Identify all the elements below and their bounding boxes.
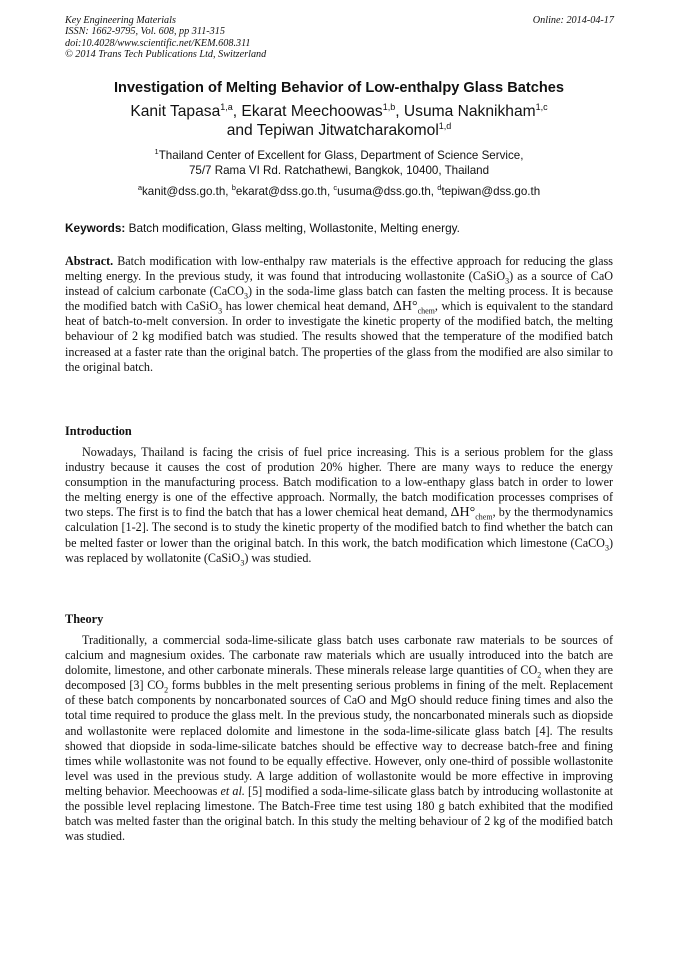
delta-h-symbol: ΔH° [450, 505, 476, 521]
theory-body: Traditionally, a commercial soda-lime-silicate glass batch uses carbonate raw materials to be sources of calcium and magnesium oxides. The carbonate raw materials which are usually introduced into the batch are dolomite, limestone, and other carbonate minerals. These minerals release large quantities of $CO_2$ when they are decomposed [3] $CO_2$ forms bubbles in the melt presenting serious problems in fining of the melt. Replacement of these batch components by noncarbonated sources of CaO and MgO should reduce fining times and also the total time required to produce the glass melt. In the previous study, the noncarbonated minerals such as diopside and wollastonite were replaced dolomite and limestone in the soda-lime-silicate glass batch [4]. The results showed that diopside in soda-lime-silicate batches should be effective way to decrease batch-free and fining times while wollastonite was not found to be equally effective. However, only one-third of possible wollastonite level was used in the previous study. A large addition of wollastonite would be more effective in improving melting behavior. Meechoowas et al. [5] modified a soda-lime-silicate glass batch by introducing wollastonite at the possible level replacing limestone. The Batch-Free time test using 180 g batch exhibited that the modified batch was melted faster than the original batch. In this study the melting behaviour of 2 kg of the modified batch was studied. [65, 633, 613, 844]
introduction-body: Nowadays, Thailand is facing the crisis of fuel price increasing. This is a serious problem for the glass industry because it causes the cost of prodution 20% higher. There are many ways to reduce the energy consumption in the manufacturing process. Batch modification to a low-enthapy glass batch in order to lower the melting energy is one of the effective approach. Normally, the batch modification processes comprises of two steps. The first is to find the batch that has a lower chemical heat demand, $\Delta H^\circ_{chem}$, by the thermodynamics calculation [1-2]. The second is to study the kinetic property of the modified batch to find whether the batch can be melted faster or lower than the original batch. In this work, the batch modification which limestone (CaCO$_3$) was replaced by wollatonite (CaSiO$_3$) was studied. [65, 445, 613, 568]
abstract: Abstract. Batch modification with low-enthalpy raw materials is the effective approach for reducing the glass melting energy. In the previous study, it was found that introducing wollastonite (CaSiO$_3$) as a source of CaO instead of calcium carbonate (CaCO$_3$) in the soda-lime glass batch can fasten the melting process. It is because the modified batch with CaSiO$_3$ has lower chemical heat demand, $\Delta H^\circ_{chem}$, which is equivalent to the standard heat of batch-to-melt conversion. In order to investigate the kinetic property of the modified batch, the melting behaviour of 2 kg modified batch was studied. The results showed that the temperature of the modified batch increased at a faster rate than the original batch. The properties of the glass from the modified are also similar to the original batch. [65, 254, 614, 374]
paper-title: Investigation of Melting Behavior of Low-enthalpy Glass Batches [113, 80, 565, 96]
author-affiliation-mark: 1,d [438, 120, 452, 131]
keywords-text: Batch modification, Glass melting, Wollastonite, Melting energy. [125, 221, 460, 235]
author-affiliation-mark: 1,a [220, 101, 233, 112]
keywords [65, 221, 460, 235]
author-name: Kanit Tapasa [130, 103, 221, 120]
affiliation [0, 149, 678, 178]
online-date: Online: 2014-04-17 [532, 15, 614, 26]
email-link[interactable]: tepiwan@dss.go.th [441, 185, 541, 198]
email-link[interactable]: ekarat@dss.go.th, [235, 185, 334, 198]
author-name: , Ekarat Meechoowas [232, 103, 383, 120]
author-name: , Usuma Naknikham [395, 103, 536, 120]
email-link[interactable]: usuma@dss.go.th, [337, 185, 438, 198]
email-link[interactable]: kanit@dss.go.th, [142, 185, 232, 198]
author-affiliation-mark: 1,b [382, 101, 396, 112]
abstract-label: Abstract. [65, 254, 114, 268]
author-emails: $^a$kanit@dss.go.th, $^b$ekarat@dss.go.th, $^c$usuma@dss.go.th, $^d$tepiwan@dss.go.th [137, 183, 541, 198]
author-affiliation-mark: 1,c [535, 101, 548, 112]
affiliation-line: 75/7 Rama VI Rd. Ratchathewi, Bangkok, 10400, Thailand [188, 163, 490, 177]
doi-line: doi:10.4028/www.scientific.net/KEM.608.311 [65, 37, 251, 49]
journal-header [65, 15, 266, 61]
issn-line: ISSN: 1662-9795, Vol. 608, pp 311-315 [65, 26, 225, 38]
affiliation-mark: 1 [154, 147, 159, 157]
affiliation-line: Thailand Center of Excellent for Glass, Department of Science Service, [158, 149, 524, 162]
journal-name: Key Engineering Materials [65, 15, 176, 26]
copyright-line: © 2014 Trans Tech Publications Ltd, Switzerland [65, 49, 267, 61]
section-heading-introduction: Introduction [65, 424, 132, 438]
author-list [0, 102, 678, 140]
author-name: and Tepiwan Jitwatcharakomol [226, 122, 439, 139]
keywords-label: Keywords: [65, 221, 126, 235]
section-heading-theory: Theory [65, 612, 104, 626]
delta-h-symbol: ΔH° [392, 299, 418, 315]
